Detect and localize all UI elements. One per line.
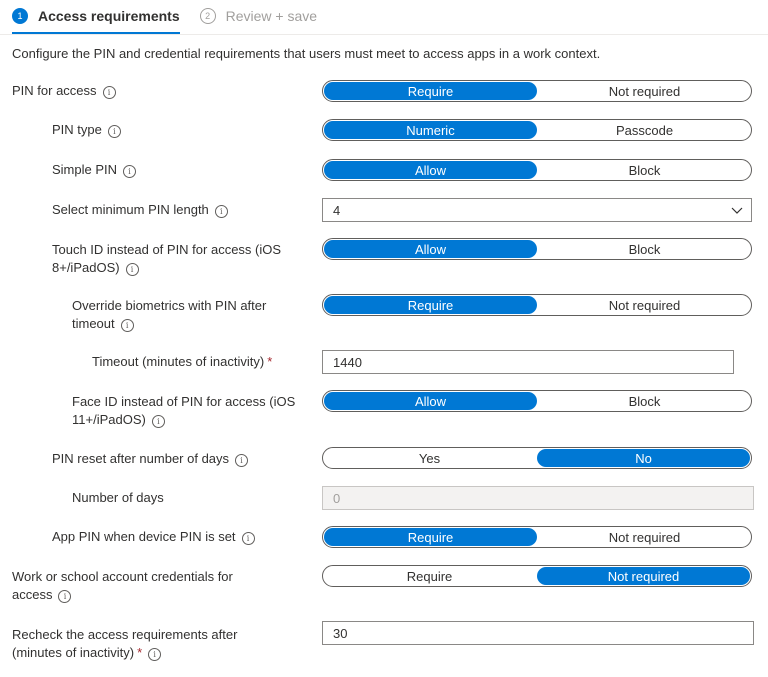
- page-description: Configure the PIN and credential requirements that users must meet to access apps in a work context.: [12, 46, 601, 61]
- info-icon[interactable]: i: [108, 125, 121, 138]
- label-text: access: [12, 587, 53, 602]
- pin-type-numeric-option[interactable]: Numeric: [324, 121, 537, 139]
- simple-pin-label: [52, 161, 136, 179]
- timeout-label: [92, 353, 272, 371]
- touch-id-label: [52, 241, 281, 277]
- required-mark: *: [137, 645, 143, 660]
- pin-type-passcode-option[interactable]: Passcode: [615, 122, 674, 138]
- label-text: Face ID instead of PIN for access (iOS: [72, 394, 296, 409]
- info-icon[interactable]: i: [58, 590, 71, 603]
- work-credentials-require-option[interactable]: Require: [406, 568, 453, 584]
- pin-for-access-not-required-option[interactable]: Not required: [608, 83, 681, 99]
- min-pin-length-label: [52, 201, 228, 219]
- override-biometrics-toggle: [322, 294, 752, 316]
- simple-pin-allow-option[interactable]: Allow: [324, 161, 537, 179]
- app-pin-require-option[interactable]: Require: [324, 528, 537, 546]
- chevron-down-icon: [731, 204, 743, 216]
- info-icon[interactable]: i: [242, 532, 255, 545]
- label-text: PIN reset after number of days: [52, 451, 230, 466]
- touch-id-allow-option[interactable]: Allow: [324, 240, 537, 258]
- label-text: PIN type: [52, 122, 102, 137]
- tab-label: Access requirements: [38, 8, 180, 24]
- simple-pin-block-option[interactable]: Block: [628, 162, 661, 178]
- info-icon[interactable]: i: [121, 319, 134, 332]
- min-pin-length-dropdown[interactable]: [322, 198, 752, 222]
- app-pin-toggle: [322, 526, 752, 548]
- touch-id-toggle: [322, 238, 752, 260]
- override-biometrics-label: [72, 297, 266, 333]
- pin-reset-yes-option[interactable]: Yes: [418, 450, 441, 466]
- info-icon[interactable]: i: [215, 205, 228, 218]
- step-badge-1: 1: [12, 8, 28, 24]
- pin-for-access-toggle: [322, 80, 752, 102]
- recheck-input[interactable]: [322, 621, 754, 645]
- label-text: PIN for access: [12, 83, 97, 98]
- tab-access-requirements[interactable]: [12, 0, 180, 32]
- work-credentials-toggle: [322, 565, 752, 587]
- tabs-divider: [0, 34, 768, 35]
- label-text: Work or school account credentials for: [12, 569, 233, 584]
- pin-reset-label: [52, 450, 248, 468]
- info-icon[interactable]: i: [103, 86, 116, 99]
- label-text: (minutes of inactivity): [12, 645, 135, 660]
- recheck-label: [12, 626, 237, 662]
- app-pin-label: [52, 528, 255, 546]
- required-mark: *: [267, 354, 273, 369]
- pin-type-toggle: [322, 119, 752, 141]
- dropdown-value: 4: [333, 202, 341, 218]
- label-text: 8+/iPadOS): [52, 260, 120, 275]
- label-text: Override biometrics with PIN after: [72, 298, 267, 313]
- pin-reset-toggle: [322, 447, 752, 469]
- number-of-days-label: Number of days: [72, 490, 164, 505]
- app-pin-not-required-option[interactable]: Not required: [608, 529, 681, 545]
- simple-pin-toggle: [322, 159, 752, 181]
- wizard-tabs: [12, 0, 337, 32]
- face-id-allow-option[interactable]: Allow: [324, 392, 537, 410]
- label-text: Touch ID instead of PIN for access (iOS: [52, 242, 282, 257]
- override-biometrics-not-required-option[interactable]: Not required: [608, 297, 681, 313]
- info-icon[interactable]: i: [123, 165, 136, 178]
- info-icon[interactable]: i: [148, 648, 161, 661]
- step-badge-2: 2: [200, 8, 216, 24]
- info-icon[interactable]: i: [152, 415, 165, 428]
- timeout-input[interactable]: [322, 350, 734, 374]
- face-id-toggle: [322, 390, 752, 412]
- tab-label: Review + save: [225, 8, 318, 24]
- label-text: Select minimum PIN length: [52, 202, 209, 217]
- input-value: 1440: [333, 354, 362, 370]
- label-text: App PIN when device PIN is set: [52, 529, 236, 544]
- input-value: 0: [333, 490, 341, 506]
- override-biometrics-require-option[interactable]: Require: [324, 296, 537, 314]
- face-id-label: [72, 393, 295, 429]
- input-value: 30: [333, 625, 348, 641]
- label-text: Recheck the access requirements after: [12, 627, 238, 642]
- pin-reset-no-option[interactable]: No: [537, 449, 750, 467]
- touch-id-block-option[interactable]: Block: [628, 241, 661, 257]
- pin-type-label: [52, 121, 121, 139]
- label-text: timeout: [72, 316, 115, 331]
- label-text: 11+/iPadOS): [72, 412, 146, 427]
- face-id-block-option[interactable]: Block: [628, 393, 661, 409]
- label-text: Timeout (minutes of inactivity): [92, 354, 265, 369]
- label-text: Simple PIN: [52, 162, 118, 177]
- pin-for-access-require-option[interactable]: Require: [324, 82, 537, 100]
- work-credentials-label: [12, 568, 233, 604]
- work-credentials-not-required-option[interactable]: Not required: [537, 567, 750, 585]
- info-icon[interactable]: i: [126, 263, 139, 276]
- info-icon[interactable]: i: [235, 454, 248, 467]
- pin-for-access-label: [12, 82, 116, 100]
- tab-review-save[interactable]: [200, 0, 317, 32]
- number-of-days-input: [322, 486, 754, 510]
